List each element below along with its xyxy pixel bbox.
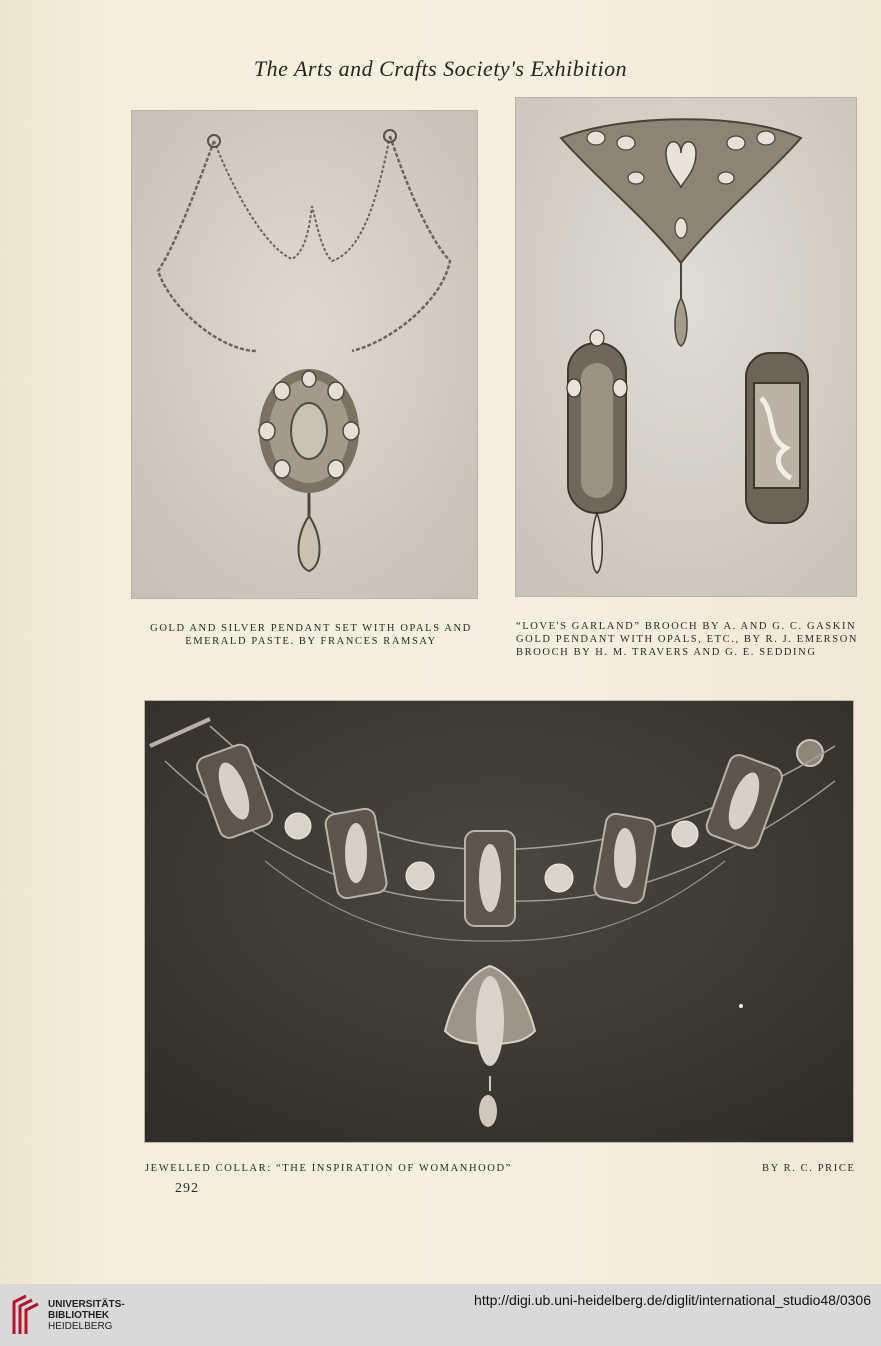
caption-line: EMERALD PASTE. BY FRANCES RAMSAY [185,636,437,647]
caption-line: “LOVE'S GARLAND” BROOCH BY A. AND G. C. GASKIN [516,621,857,632]
brooches-pendant-photo [515,97,857,597]
caption-line: GOLD PENDANT WITH OPALS, ETC., BY R. J. EMERSON [516,634,859,645]
pendant-necklace-photo [131,110,478,599]
caption-line: BROOCH BY H. M. TRAVERS AND G. E. SEDDING [516,647,817,658]
jewelled-collar-photo [144,700,854,1143]
caption-brooches [516,620,861,659]
library-logo-icon[interactable] [10,1292,40,1336]
page-number: 292 [175,1181,199,1196]
library-name-line: UNIVERSITÄTS- [48,1299,125,1310]
source-url-link[interactable]: http://digi.ub.uni-heidelberg.de/diglit/international_studio48/0306 [474,1292,871,1308]
running-head: The Arts and Crafts Society's Exhibition [253,56,628,81]
caption-pendant [136,622,486,648]
library-name-line: BIBLIOTHEK [48,1310,110,1321]
caption-collar: JEWELLED COLLAR: “THE INSPIRATION OF WOMANHOOD” [145,1163,512,1174]
library-name [48,1299,125,1332]
library-name-line: HEIDELBERG [48,1321,113,1332]
caption-collar-credit: BY R. C. PRICE [762,1163,856,1174]
caption-line: GOLD AND SILVER PENDANT SET WITH OPALS AND [150,623,472,634]
